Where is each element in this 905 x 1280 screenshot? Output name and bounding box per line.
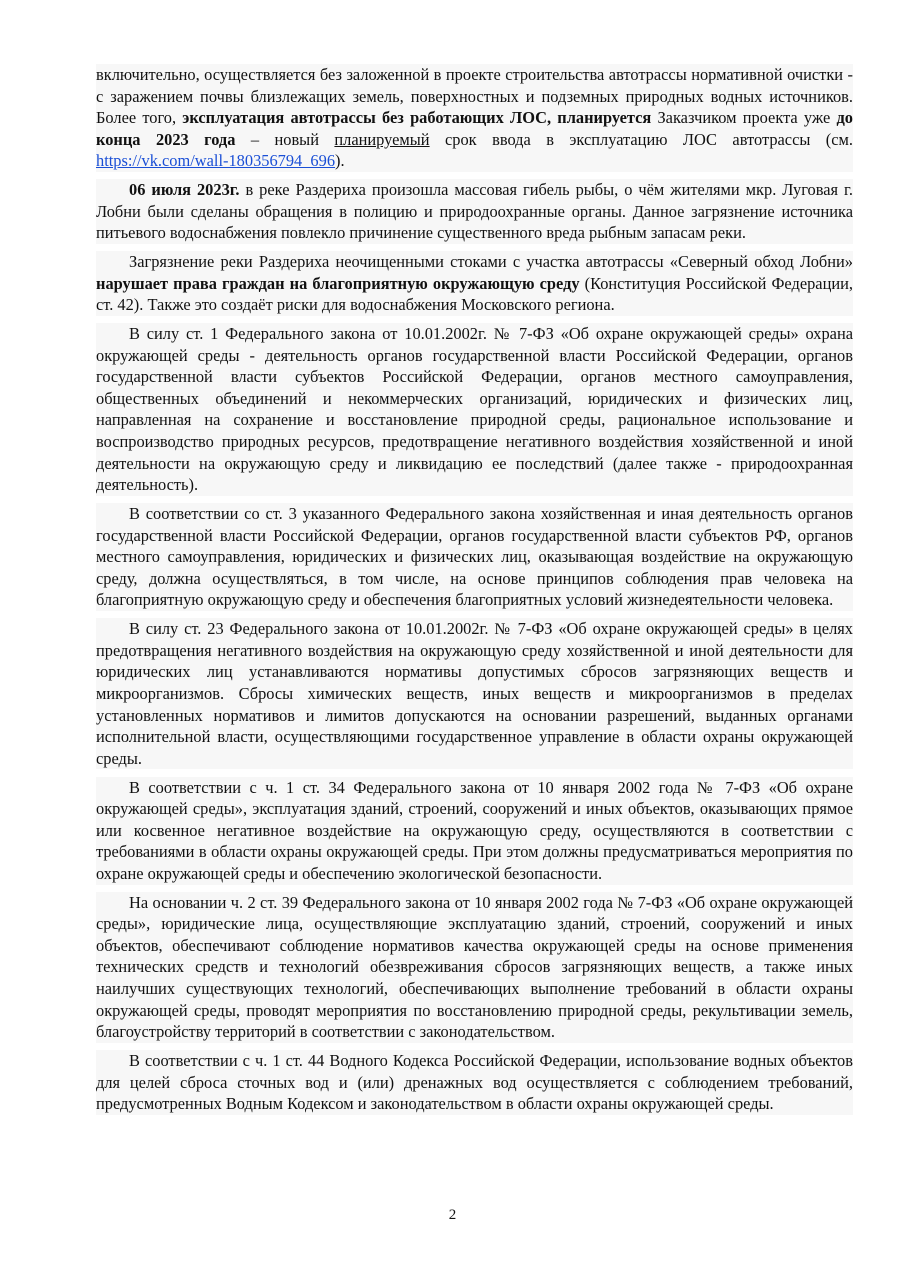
paragraph: [96, 179, 853, 244]
text-run: включительно, осуществляется без заложенной в проекте строительства автотрассы нормативной очистки - с заражением почвы близлежащих земель, поверхностных и подземных природных водных источников. Более того,: [96, 65, 853, 128]
page-number: 2: [448, 1207, 457, 1223]
text-run: В силу ст. 23 Федерального закона от 10.01.2002г. № 7-ФЗ «Об охране окружающей среды» в целях предотвращения негативного воздействия на окружающую среду хозяйственной и иной деятельности для юридических лиц устанавливаются нормативы допустимых сбросов загрязняющих веществ и микроорганизмов. Сбросы химических веществ, иных веществ и микроорганизмов в пределах установленных нормативов и лимитов допускаются на основании разрешений, выданных органами исполнительной власти, осуществляющими государственное управление в области охраны окружающей среды.: [96, 619, 853, 768]
text-run: в реке Раздериха произошла массовая гибель рыбы, о чём жителями мкр. Луговая г. Лобни были сделаны обращения в полицию и природоохранные органы. Данное загрязнение источника питьевого водоснабжения повлекло причинение существенного вреда рыбным запасам реки.: [96, 180, 853, 243]
document-body: [96, 64, 853, 1122]
paragraph: [96, 323, 853, 496]
bold-text: до конца 2023 года: [96, 108, 853, 149]
text-run: срок ввода в эксплуатацию ЛОС автотрассы (см.: [429, 129, 853, 149]
bold-text: нарушает права граждан на благоприятную окружающую среду: [96, 273, 580, 293]
text-run: ).: [335, 151, 345, 171]
paragraph: [96, 251, 853, 316]
bold-text: эксплуатация автотрассы без работающих ЛОС, планируется: [182, 108, 652, 128]
paragraph: [96, 64, 853, 172]
bold-text: 06 июля 2023г.: [129, 180, 240, 200]
text-run: В соответствии с ч. 1 ст. 44 Водного Кодекса Российской Федерации, использование водных объектов для целей сброса сточных вод и (или) дренажных вод осуществляется с соблюдением требований, предусмотренных Водным Кодексом и законодательством в области охраны окружающей среды.: [96, 1051, 853, 1114]
paragraph: [96, 1050, 853, 1115]
text-run: На основании ч. 2 ст. 39 Федерального закона от 10 января 2002 года № 7-ФЗ «Об охране окружающей среды», юридические лица, осуществляющие эксплуатацию зданий, строений, сооружений и иных объектов, обеспечивают соблюдение нормативов качества окружающей среды на основе применения технических средств и технологий обезвреживания сбросов загрязняющих веществ, а также иных наилучших существующих технологий, обеспечивающих выполнение требований в области охраны окружающей среды, проводят мероприятия по восстановлению природной среды, рекультивации земель, благоустройству территорий в соответствии с законодательством.: [96, 892, 853, 1042]
paragraph: [96, 777, 853, 885]
vk-link[interactable]: https://vk.com/wall-180356794_696: [96, 151, 336, 171]
text-run: Заказчиком проекта уже: [651, 108, 837, 128]
text-run: В соответствии с ч. 1 ст. 34 Федерального закона от 10 января 2002 года № 7-ФЗ «Об охране окружающей среды», эксплуатация зданий, строений, сооружений и иных объектов, оказывающих прямое или косвенное негативное воздействие на окружающую среду, осуществляются в соответствии с требованиями в области охраны окружающей среды. При этом должны предусматриваться мероприятия по охране окружающей среды и обеспечению экологической безопасности.: [96, 777, 853, 883]
text-run: Загрязнение реки Раздериха неочищенными стоками с участка автотрассы «Северный обход Лобни»: [129, 252, 853, 272]
paragraph: [96, 618, 853, 769]
underlined-text: планируемый: [334, 129, 430, 149]
text-run: В силу ст. 1 Федерального закона от 10.01.2002г. № 7-ФЗ «Об охране окружающей среды» охрана окружающей среды - деятельность органов государственной власти Российской Федерации, органов государственной власти субъектов Российской Федерации, органов местного самоуправления, общественных объединений и некоммерческих организаций, юридических и физических лиц, направленная на сохранение и восстановление природной среды, рациональное использование и воспроизводство природных ресурсов, предотвращение негативного воздействия хозяйственной и иной деятельности на окружающую среду и ликвидацию ее последствий (далее также - природоохранная деятельность).: [96, 324, 853, 495]
text-run: – новый: [235, 129, 335, 149]
text-run: В соответствии со ст. 3 указанного Федерального закона хозяйственная и иная деятельность органов государственной власти Российской Федерации, органов государственной власти субъектов РФ, органов местного самоуправления, юридических и физических лиц, оказывающая воздействие на окружающую среду, должна осуществляться, в том числе, на основе принципов соблюдения прав человека на благоприятную окружающую среду и обеспечения благоприятных условий жизнедеятельности человека.: [96, 504, 853, 610]
text-run: (Конституция Российской Федерации, ст. 42). Также это создаёт риски для водоснабжения Московского региона.: [96, 273, 853, 315]
paragraph: [96, 892, 853, 1043]
paragraph: [96, 503, 853, 611]
